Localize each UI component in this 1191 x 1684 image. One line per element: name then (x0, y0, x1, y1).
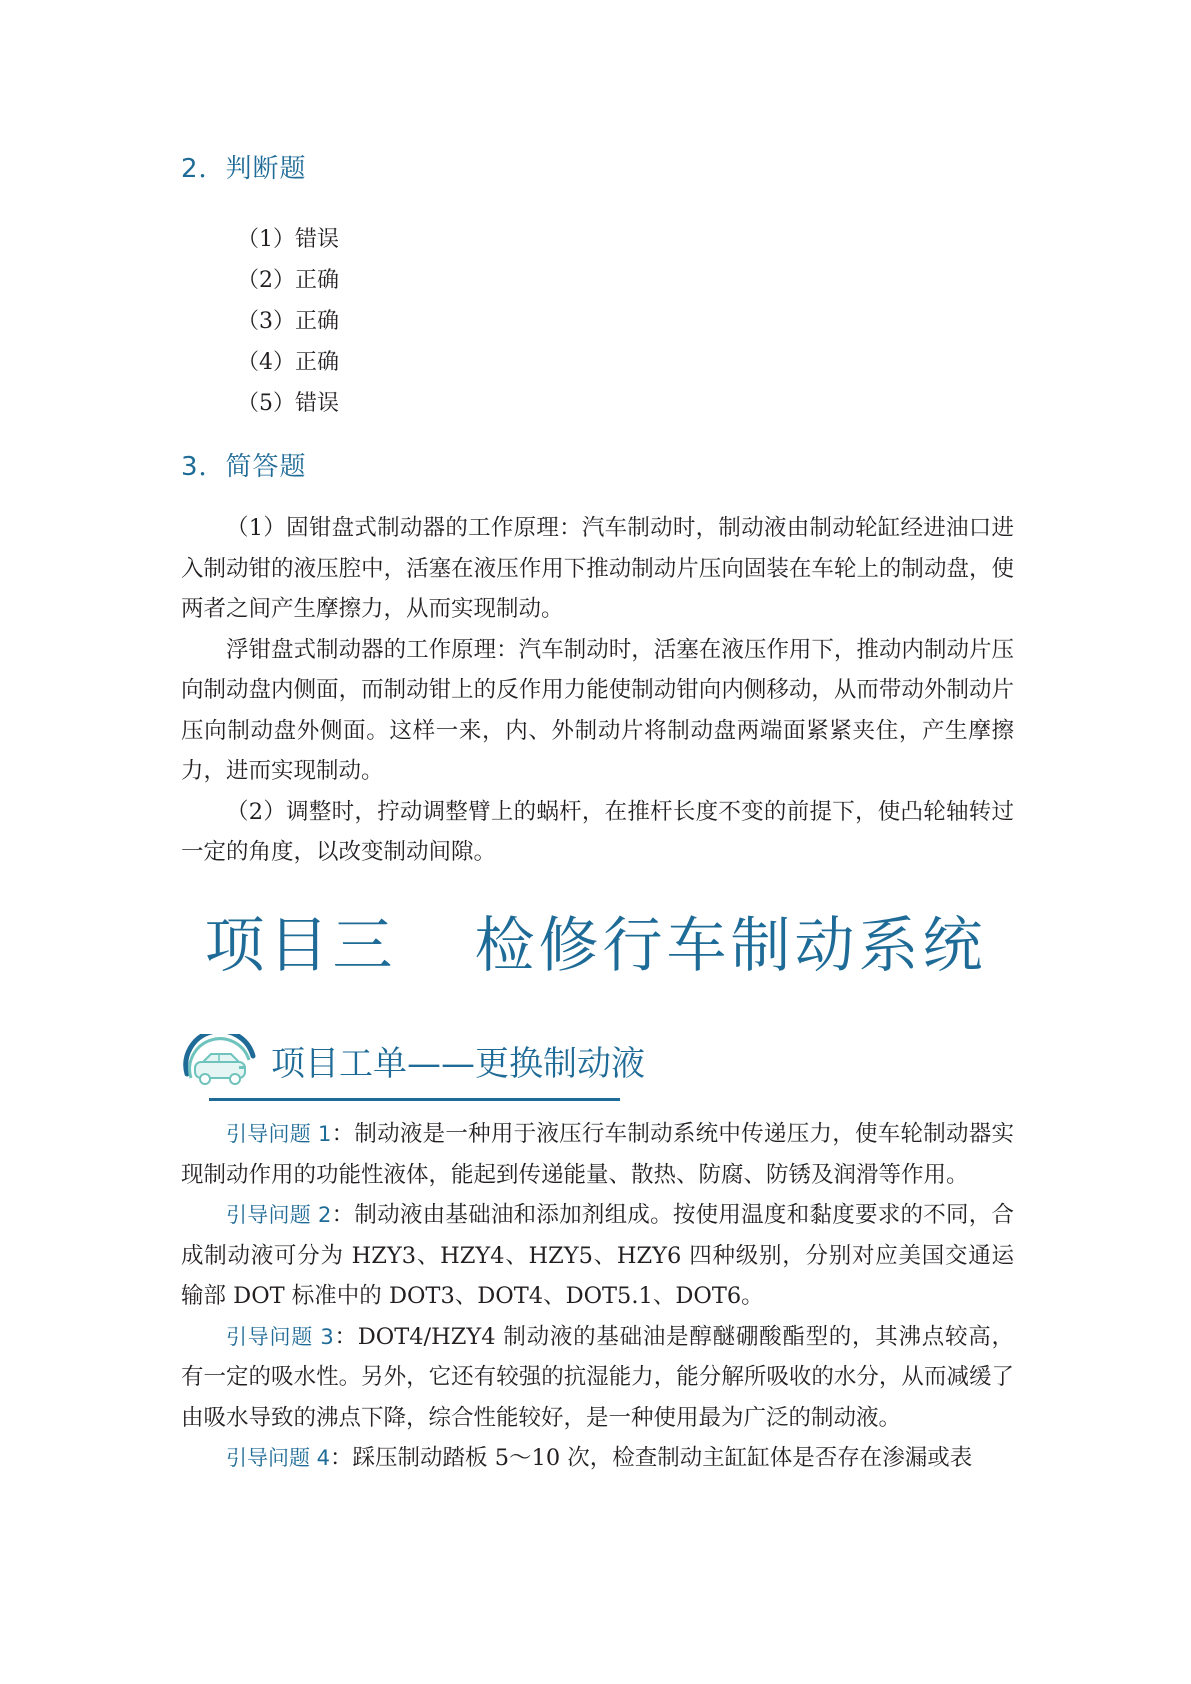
workorder-header (181, 1030, 645, 1102)
question-text: ：踩压制动踏板 5～10 次，检查制动主缸缸体是否存在渗漏或表 (330, 1445, 973, 1471)
workorder-underline (209, 1098, 620, 1101)
question-label: 引导问题 1 (226, 1122, 332, 1146)
project-name: 检修行车制动系统 (474, 911, 987, 981)
answer-item: （3）正确 (237, 309, 339, 334)
guiding-question (181, 1317, 1014, 1439)
workorder-title: 项目工单——更换制动液 (271, 1044, 645, 1084)
answer-item: （1）错误 (237, 227, 339, 252)
answer-list (237, 219, 339, 424)
guiding-questions (181, 1114, 1014, 1479)
question-text: ：制动液是一种用于液压行车制动系统中传递压力，使车轮制动器实现制动作用的功能性液体，能起到传递能量、散热、防腐、防锈及润滑等作用。 (181, 1121, 1014, 1188)
project-number: 项目三 (204, 911, 397, 981)
guiding-question (181, 1195, 1014, 1317)
short-answer-body (181, 508, 1014, 873)
guiding-question (181, 1438, 1014, 1479)
section-heading-true-false: 2．判断题 (181, 154, 307, 184)
answer-item: （5）错误 (237, 391, 339, 416)
section-heading-short-answer: 3．简答题 (181, 452, 307, 482)
project-title (0, 898, 1191, 984)
question-label: 引导问题 2 (226, 1203, 332, 1227)
guiding-question (181, 1114, 1014, 1195)
answer-item: （2）正确 (237, 268, 339, 293)
car-badge-icon (181, 1034, 259, 1096)
answer-paragraph: 浮钳盘式制动器的工作原理：汽车制动时，活塞在液压作用下，推动内制动片压向制动盘内侧面，而制动钳上的反作用力能使制动钳向内侧移动，从而带动外制动片压向制动盘外侧面。这样一来，内、外制动片将制动盘两端面紧紧夹住，产生摩擦力，进而实现制动。 (181, 636, 1014, 784)
answer-paragraph: （1）固钳盘式制动器的工作原理：汽车制动时，制动液由制动轮缸经进油口进入制动钳的液压腔中，活塞在液压作用下推动制动片压向固装在车轮上的制动盘，使两者之间产生摩擦力，从而实现制动。 (181, 515, 1014, 622)
question-label: 引导问题 4 (226, 1446, 331, 1470)
question-text: ：DOT4/HZY4 制动液的基础油是醇醚硼酸酯型的，其沸点较高，有一定的吸水性。另外，它还有较强的抗湿能力，能分解所吸收的水分，从而减缓了由吸水导致的沸点下降，综合性能较好，是一种使用最为广泛的制动液。 (181, 1323, 1014, 1431)
question-text: ：制动液由基础油和添加剂组成。按使用温度和黏度要求的不同，合成制动液可分为 HZY3、HZY4、HZY5、HZY6 四种级别，分别对应美国交通运输部 DOT 标准中的 DOT3、DOT4、DOT5.1、DOT6。 (181, 1202, 1014, 1309)
question-label: 引导问题 3 (226, 1324, 334, 1349)
answer-item: （4）正确 (237, 350, 339, 375)
answer-paragraph: （2）调整时，拧动调整臂上的蜗杆，在推杆长度不变的前提下，使凸轮轴转过一定的角度，以改变制动间隙。 (181, 798, 1014, 865)
